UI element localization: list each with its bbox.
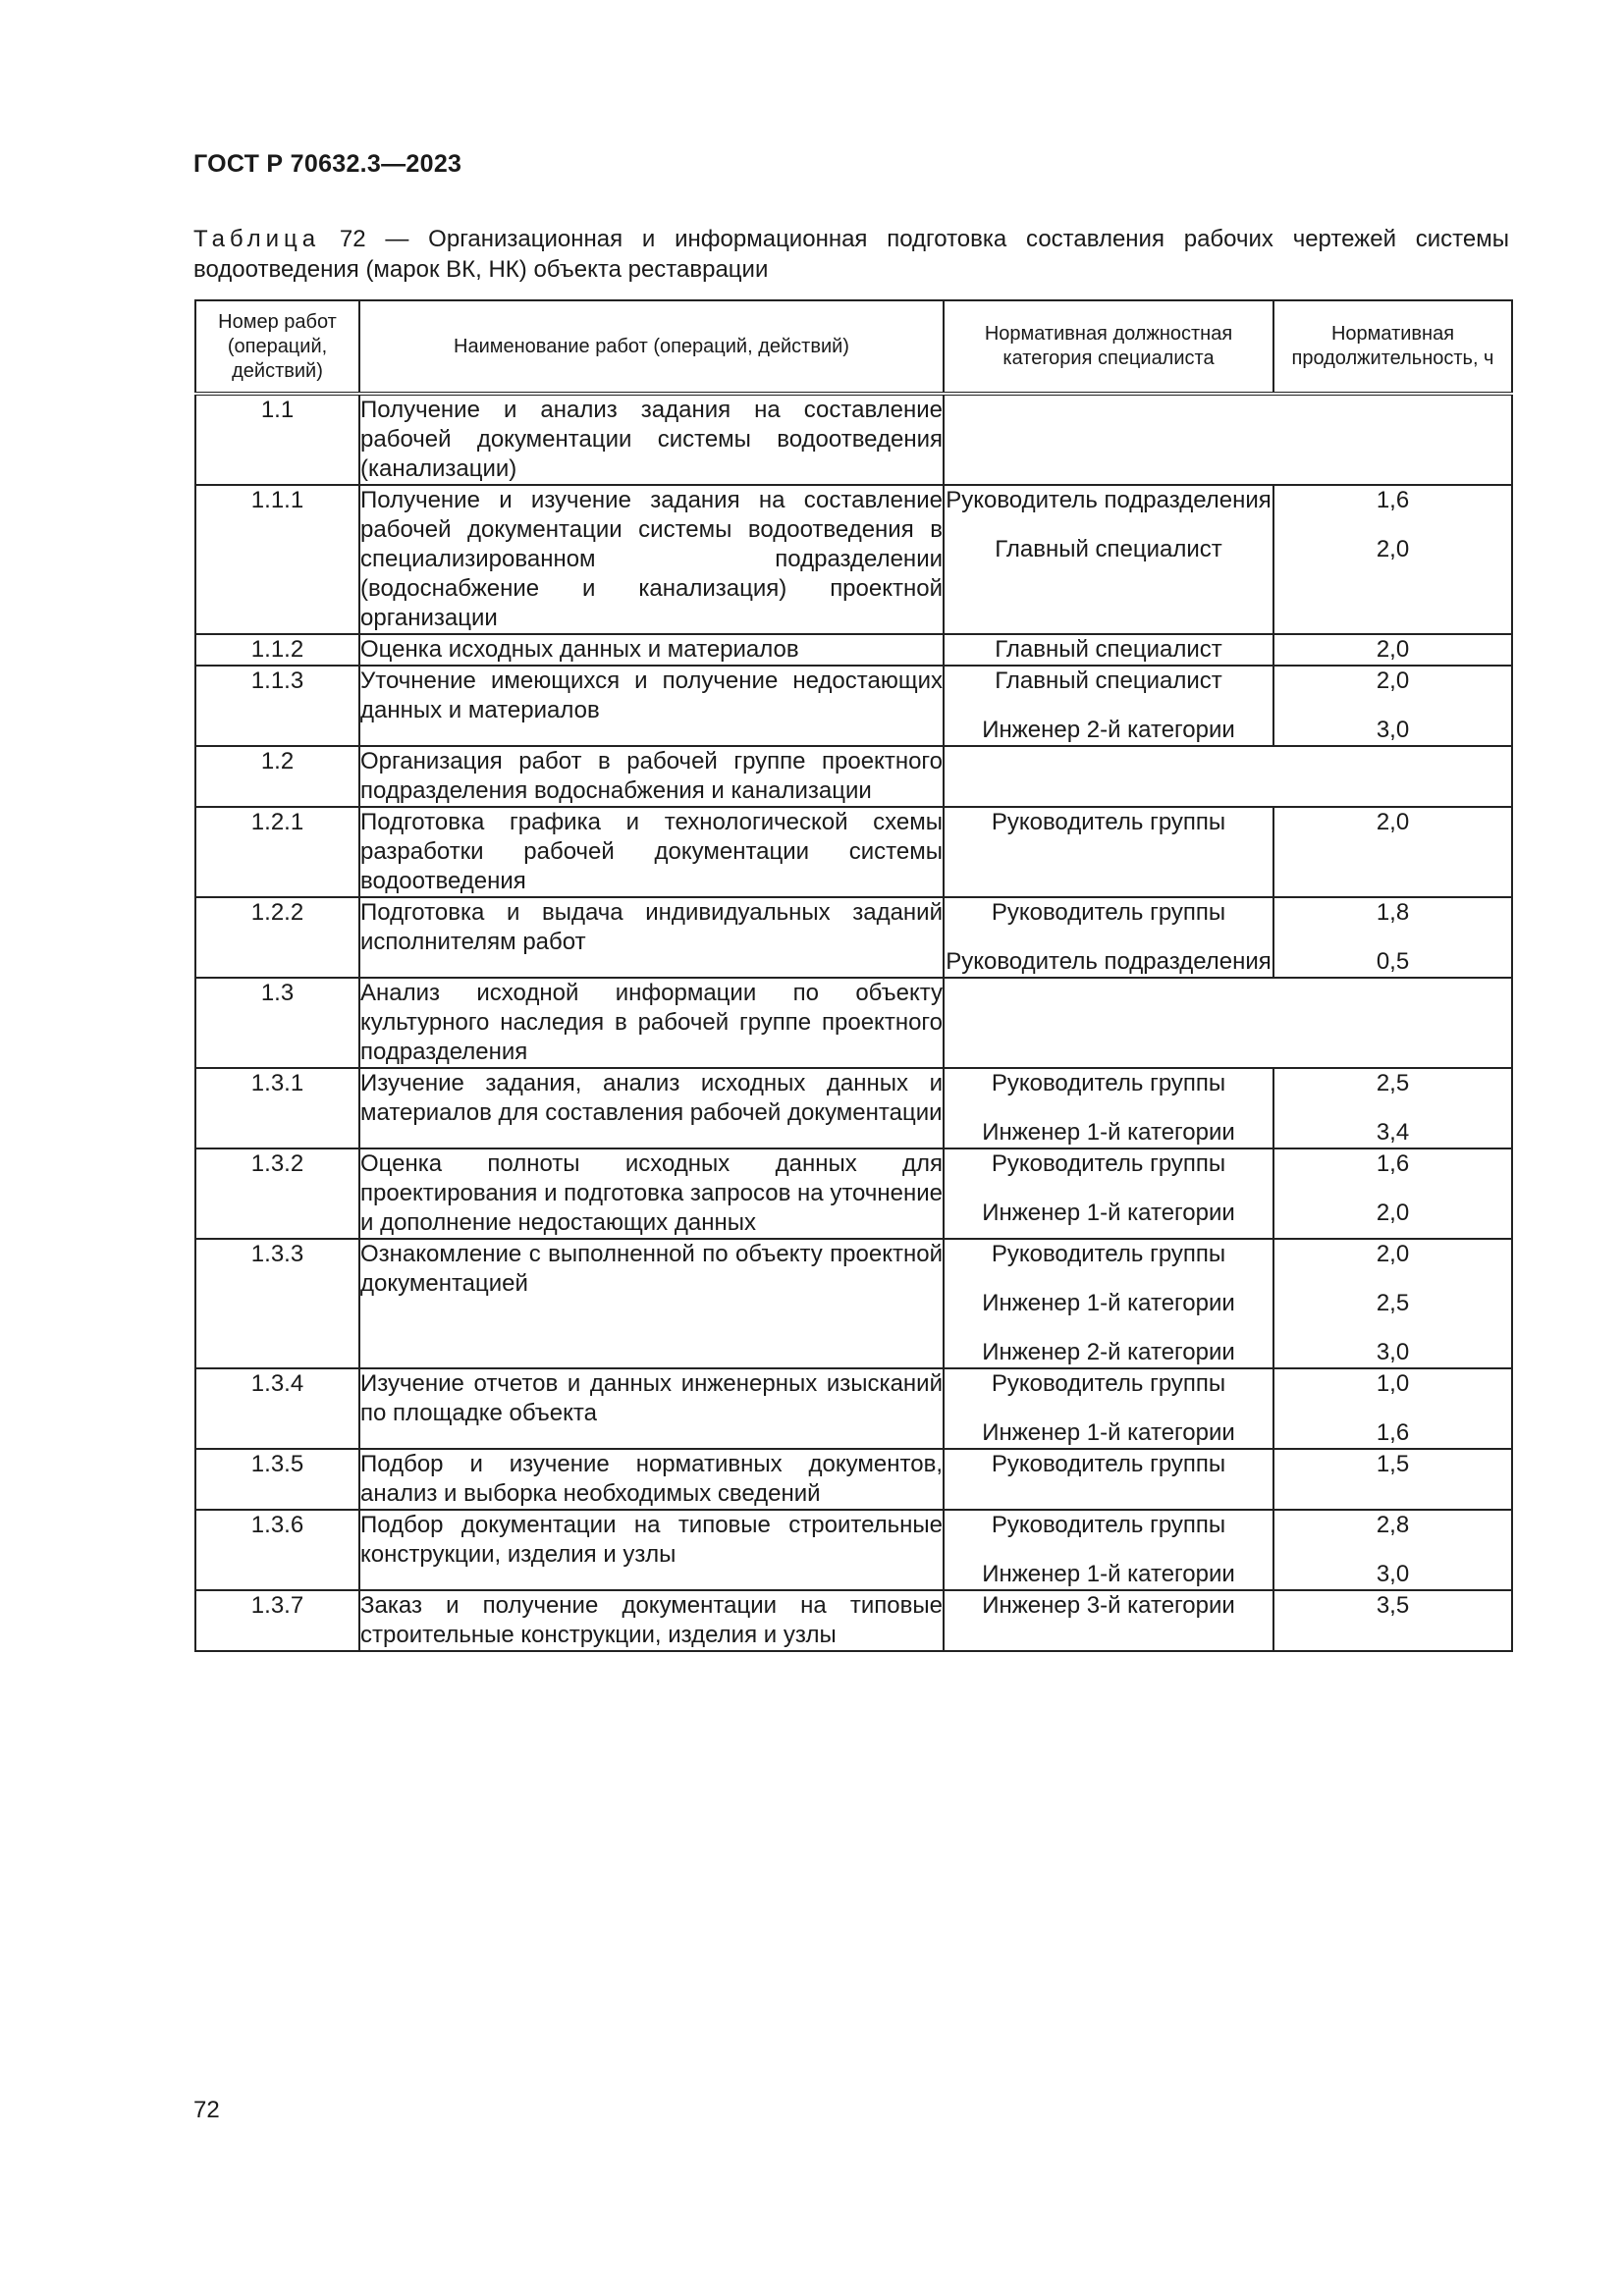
table-row	[195, 1148, 1512, 1239]
duration-value: 1,6	[1376, 1419, 1410, 1446]
specialist-category: Главный специалист	[995, 636, 1222, 663]
row-specialists	[944, 1449, 1273, 1510]
row-number: 1.3.7	[195, 1590, 359, 1651]
specialist-category: Руководитель подразделения	[946, 948, 1272, 975]
duration-value: 2,0	[1376, 1200, 1410, 1226]
column-header-name: Наименование работ (операций, действий)	[359, 300, 944, 394]
table-row	[195, 1449, 1512, 1510]
row-work-name: Организация работ в рабочей группе проектного подразделения водоснабжения и канализации	[359, 746, 944, 807]
specialist-category: Инженер 1-й категории	[982, 1419, 1235, 1446]
specialist-category: Руководитель группы	[991, 1070, 1226, 1096]
row-work-name: Оценка полноты исходных данных для проектирования и подготовка запросов на уточнение и дополнение недостающих данных	[359, 1148, 944, 1239]
column-header-specialist: Нормативная должностная категория специалиста	[944, 300, 1273, 394]
page-number: 72	[193, 2097, 220, 2123]
row-number: 1.1	[195, 394, 359, 485]
row-specialists	[944, 1510, 1273, 1590]
duration-value: 2,8	[1376, 1512, 1410, 1538]
table-row	[195, 1510, 1512, 1590]
duration-value: 0,5	[1376, 948, 1410, 975]
row-work-name: Подбор документации на типовые строительные конструкции, изделия и узлы	[359, 1510, 944, 1590]
specialist-category: Руководитель подразделения	[946, 487, 1272, 513]
table-row	[195, 807, 1512, 897]
table-row	[195, 1590, 1512, 1651]
duration-value: 2,5	[1376, 1070, 1410, 1096]
specialist-category: Руководитель группы	[991, 1241, 1226, 1267]
row-work-name: Анализ исходной информации по объекту культурного наследия в рабочей группе проектного подразделения	[359, 978, 944, 1068]
table-row	[195, 634, 1512, 666]
row-durations	[1273, 1510, 1512, 1590]
row-work-name: Уточнение имеющихся и получение недостающих данных и материалов	[359, 666, 944, 746]
table-header-row	[195, 300, 1512, 394]
duration-value: 3,0	[1376, 1339, 1410, 1365]
table-caption	[193, 224, 1509, 285]
row-number: 1.2	[195, 746, 359, 807]
table-row	[195, 897, 1512, 978]
row-empty-cell	[944, 978, 1512, 1068]
specialist-category: Руководитель группы	[991, 809, 1226, 835]
table-body	[195, 394, 1512, 1651]
duration-value: 3,0	[1376, 1561, 1410, 1587]
table-row	[195, 978, 1512, 1068]
specialist-category: Руководитель группы	[991, 899, 1226, 926]
row-specialists	[944, 807, 1273, 897]
row-specialists	[944, 1068, 1273, 1148]
row-specialists	[944, 1590, 1273, 1651]
table-row	[195, 1068, 1512, 1148]
row-specialists	[944, 1148, 1273, 1239]
duration-value: 1,0	[1376, 1370, 1410, 1397]
row-number: 1.3.4	[195, 1368, 359, 1449]
table-row	[195, 1368, 1512, 1449]
row-number: 1.2.2	[195, 897, 359, 978]
duration-value: 3,5	[1376, 1592, 1410, 1619]
row-work-name: Получение и анализ задания на составление рабочей документации системы водоотведения (канализации)	[359, 394, 944, 485]
specialist-category: Инженер 3-й категории	[982, 1592, 1235, 1619]
row-empty-cell	[944, 394, 1512, 485]
row-number: 1.3.6	[195, 1510, 359, 1590]
row-durations	[1273, 807, 1512, 897]
table-caption-label: Таблица	[193, 226, 321, 252]
row-durations	[1273, 485, 1512, 634]
duration-value: 2,0	[1376, 809, 1410, 835]
row-durations	[1273, 666, 1512, 746]
column-header-duration: Нормативная продолжительность, ч	[1273, 300, 1512, 394]
duration-value: 1,8	[1376, 899, 1410, 926]
specialist-category: Инженер 2-й категории	[982, 1339, 1235, 1365]
duration-value: 1,6	[1376, 487, 1410, 513]
table-row	[195, 1239, 1512, 1368]
row-number: 1.3	[195, 978, 359, 1068]
row-durations	[1273, 634, 1512, 666]
table-row	[195, 394, 1512, 485]
row-number: 1.3.5	[195, 1449, 359, 1510]
table-row	[195, 485, 1512, 634]
row-work-name: Подготовка и выдача индивидуальных заданий исполнителям работ	[359, 897, 944, 978]
row-durations	[1273, 1449, 1512, 1510]
row-specialists	[944, 1368, 1273, 1449]
specialist-category: Главный специалист	[995, 536, 1222, 562]
duration-value: 2,0	[1376, 667, 1410, 694]
row-work-name: Подбор и изучение нормативных документов, анализ и выборка необходимых сведений	[359, 1449, 944, 1510]
column-header-number: Номер работ (операций, действий)	[195, 300, 359, 394]
row-specialists	[944, 666, 1273, 746]
row-specialists	[944, 1239, 1273, 1368]
duration-value: 3,4	[1376, 1119, 1410, 1146]
specialist-category: Инженер 2-й категории	[982, 717, 1235, 743]
specialist-category: Инженер 1-й категории	[982, 1119, 1235, 1146]
document-code: ГОСТ Р 70632.3—2023	[193, 150, 462, 178]
row-number: 1.1.2	[195, 634, 359, 666]
duration-value: 2,0	[1376, 636, 1410, 663]
row-work-name: Оценка исходных данных и материалов	[359, 634, 944, 666]
row-work-name: Изучение отчетов и данных инженерных изысканий по площадке объекта	[359, 1368, 944, 1449]
duration-value: 3,0	[1376, 717, 1410, 743]
row-work-name: Заказ и получение документации на типовые строительные конструкции, изделия и узлы	[359, 1590, 944, 1651]
row-durations	[1273, 1239, 1512, 1368]
row-number: 1.2.1	[195, 807, 359, 897]
row-specialists	[944, 485, 1273, 634]
duration-value: 2,5	[1376, 1290, 1410, 1316]
row-work-name: Получение и изучение задания на составление рабочей документации системы водоотведения в специализированном подразделении (водоснабжение и канализация) проектной организации	[359, 485, 944, 634]
duration-value: 1,6	[1376, 1150, 1410, 1177]
row-work-name: Подготовка графика и технологической схемы разработки рабочей документации системы водоотведения	[359, 807, 944, 897]
specialist-category: Главный специалист	[995, 667, 1222, 694]
duration-value: 2,0	[1376, 1241, 1410, 1267]
row-number: 1.3.2	[195, 1148, 359, 1239]
row-specialists	[944, 634, 1273, 666]
specialist-category: Руководитель группы	[991, 1370, 1226, 1397]
row-number: 1.1.1	[195, 485, 359, 634]
row-empty-cell	[944, 746, 1512, 807]
duration-value: 2,0	[1376, 536, 1410, 562]
row-number: 1.3.3	[195, 1239, 359, 1368]
specialist-category: Руководитель группы	[991, 1451, 1226, 1477]
row-number: 1.3.1	[195, 1068, 359, 1148]
table-row	[195, 746, 1512, 807]
specialist-category: Руководитель группы	[991, 1150, 1226, 1177]
row-durations	[1273, 1590, 1512, 1651]
row-durations	[1273, 1068, 1512, 1148]
table-row	[195, 666, 1512, 746]
row-durations	[1273, 1148, 1512, 1239]
row-number: 1.1.3	[195, 666, 359, 746]
duration-value: 1,5	[1376, 1451, 1410, 1477]
row-specialists	[944, 897, 1273, 978]
specialist-category: Руководитель группы	[991, 1512, 1226, 1538]
specialist-category: Инженер 1-й категории	[982, 1200, 1235, 1226]
specialist-category: Инженер 1-й категории	[982, 1561, 1235, 1587]
row-work-name: Изучение задания, анализ исходных данных и материалов для составления рабочей документации	[359, 1068, 944, 1148]
specialist-category: Инженер 1-й категории	[982, 1290, 1235, 1316]
table-caption-text: 72 — Организационная и информационная подготовка составления рабочих чертежей системы водоотведения (марок ВК, НК) объекта реставрации	[193, 226, 1509, 283]
norms-table	[194, 299, 1513, 1652]
row-durations	[1273, 897, 1512, 978]
row-durations	[1273, 1368, 1512, 1449]
row-work-name: Ознакомление с выполненной по объекту проектной документацией	[359, 1239, 944, 1368]
